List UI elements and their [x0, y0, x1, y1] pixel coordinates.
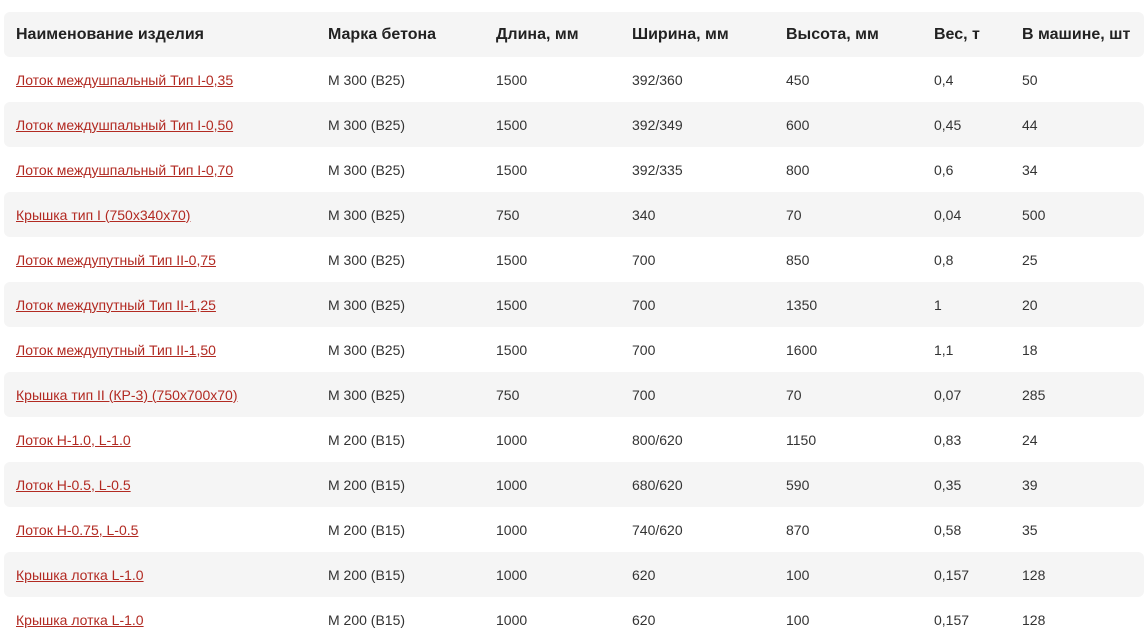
table-header-row: [4, 12, 1144, 57]
cell-weight: 0,07: [934, 386, 962, 403]
cell-height: 800: [786, 161, 810, 178]
cell-concrete-grade: М 300 (В25): [328, 251, 406, 268]
product-link[interactable]: Лоток Н-0.5, L-0.5: [16, 476, 131, 493]
cell-product-name: [4, 387, 328, 403]
cell-per-truck: 34: [1022, 161, 1038, 178]
product-link[interactable]: Лоток междупутный Тип II-1,25: [16, 296, 216, 313]
cell-width: 392/349: [632, 116, 683, 133]
cell-concrete-grade: М 200 (В15): [328, 611, 406, 628]
cell-width: 700: [632, 251, 656, 268]
header-weight: Вес, т: [934, 25, 980, 43]
cell-length: 1000: [496, 476, 528, 493]
cell-per-truck: 39: [1022, 476, 1038, 493]
product-link[interactable]: Лоток междупутный Тип II-1,50: [16, 341, 216, 358]
cell-width: 800/620: [632, 431, 683, 448]
cell-width: 680/620: [632, 476, 683, 493]
cell-length: 1000: [496, 521, 528, 538]
cell-product-name: [4, 162, 328, 178]
product-link[interactable]: Лоток междушпальный Тип I-0,50: [16, 116, 234, 133]
cell-product-name: [4, 432, 328, 448]
cell-length: 1000: [496, 431, 528, 448]
product-link[interactable]: Лоток междупутный Тип II-0,75: [16, 251, 216, 268]
product-link[interactable]: Крышка лотка L-1.0: [16, 566, 144, 583]
cell-width: 620: [632, 611, 656, 628]
product-link[interactable]: Крышка тип II (КР-3) (750х700х70): [16, 386, 238, 403]
table-row: [4, 192, 1144, 237]
cell-weight: 0,35: [934, 476, 962, 493]
cell-product-name: [4, 342, 328, 358]
cell-length: 1000: [496, 611, 528, 628]
cell-width: 620: [632, 566, 656, 583]
cell-per-truck: 128: [1022, 611, 1046, 628]
cell-per-truck: 20: [1022, 296, 1038, 313]
cell-weight: 0,83: [934, 431, 962, 448]
cell-length: 1500: [496, 341, 528, 358]
table-row: [4, 462, 1144, 507]
header-product-name: Наименование изделия: [16, 25, 205, 43]
product-link[interactable]: Лоток Н-0.75, L-0.5: [16, 521, 139, 538]
cell-height: 1150: [786, 431, 817, 448]
table-row: [4, 507, 1144, 552]
cell-product-name: [4, 72, 328, 88]
product-link[interactable]: Крышка тип I (750х340х70): [16, 206, 191, 223]
cell-product-name: [4, 207, 328, 223]
cell-weight: 0,157: [934, 611, 970, 628]
product-link[interactable]: Крышка лотка L-1.0: [16, 611, 144, 628]
cell-product-name: [4, 117, 328, 133]
cell-height: 870: [786, 521, 810, 538]
cell-product-name: [4, 297, 328, 313]
cell-product-name: [4, 522, 328, 538]
table-row: [4, 102, 1144, 147]
cell-length: 1500: [496, 161, 528, 178]
cell-per-truck: 24: [1022, 431, 1038, 448]
cell-per-truck: 35: [1022, 521, 1038, 538]
cell-per-truck: 128: [1022, 566, 1046, 583]
cell-width: 340: [632, 206, 656, 223]
cell-concrete-grade: М 300 (В25): [328, 161, 406, 178]
cell-concrete-grade: М 200 (В15): [328, 566, 406, 583]
cell-weight: 0,157: [934, 566, 970, 583]
product-link[interactable]: Лоток междушпальный Тип I-0,35: [16, 71, 234, 88]
table-row: [4, 552, 1144, 597]
cell-length: 750: [496, 206, 520, 223]
header-height: Высота, мм: [786, 25, 879, 43]
cell-product-name: [4, 252, 328, 268]
cell-concrete-grade: М 300 (В25): [328, 206, 406, 223]
header-concrete-grade: Марка бетона: [328, 25, 437, 43]
product-link[interactable]: Лоток междушпальный Тип I-0,70: [16, 161, 234, 178]
cell-height: 1600: [786, 341, 818, 358]
cell-concrete-grade: М 300 (В25): [328, 296, 406, 313]
cell-height: 600: [786, 116, 810, 133]
cell-height: 70: [786, 386, 802, 403]
cell-concrete-grade: М 200 (В15): [328, 431, 406, 448]
cell-weight: 0,04: [934, 206, 962, 223]
header-length: Длина, мм: [496, 25, 579, 43]
cell-height: 1350: [786, 296, 818, 313]
product-table: [4, 12, 1144, 642]
cell-per-truck: 500: [1022, 206, 1046, 223]
table-row: [4, 597, 1144, 642]
header-per-truck: В машине, шт: [1022, 25, 1131, 43]
cell-height: 100: [786, 611, 810, 628]
cell-weight: 0,45: [934, 116, 962, 133]
cell-width: 700: [632, 341, 656, 358]
cell-weight: 0,4: [934, 71, 954, 88]
cell-weight: 0,8: [934, 251, 954, 268]
cell-per-truck: 18: [1022, 341, 1038, 358]
cell-length: 1500: [496, 251, 528, 268]
cell-width: 700: [632, 296, 656, 313]
cell-length: 1500: [496, 116, 528, 133]
cell-width: 740/620: [632, 521, 683, 538]
cell-per-truck: 285: [1022, 386, 1046, 403]
cell-weight: 1,1: [934, 341, 954, 358]
cell-concrete-grade: М 200 (В15): [328, 521, 406, 538]
cell-height: 850: [786, 251, 810, 268]
cell-height: 70: [786, 206, 802, 223]
table-row: [4, 417, 1144, 462]
cell-concrete-grade: М 300 (В25): [328, 386, 406, 403]
cell-width: 392/335: [632, 161, 683, 178]
cell-length: 1500: [496, 71, 528, 88]
cell-weight: 0,6: [934, 161, 954, 178]
cell-height: 450: [786, 71, 810, 88]
cell-concrete-grade: М 200 (В15): [328, 476, 406, 493]
cell-length: 1000: [496, 566, 528, 583]
product-link[interactable]: Лоток Н-1.0, L-1.0: [16, 431, 131, 448]
table-row: [4, 147, 1144, 192]
cell-concrete-grade: М 300 (В25): [328, 71, 406, 88]
table-row: [4, 327, 1144, 372]
cell-per-truck: 50: [1022, 71, 1038, 88]
cell-product-name: [4, 612, 328, 628]
cell-height: 590: [786, 476, 810, 493]
table-row: [4, 57, 1144, 102]
cell-width: 700: [632, 386, 656, 403]
cell-weight: 0,58: [934, 521, 962, 538]
cell-product-name: [4, 477, 328, 493]
cell-per-truck: 44: [1022, 116, 1038, 133]
cell-product-name: [4, 567, 328, 583]
cell-length: 750: [496, 386, 520, 403]
table-row: [4, 237, 1144, 282]
cell-height: 100: [786, 566, 810, 583]
table-row: [4, 372, 1144, 417]
table-body: [4, 57, 1144, 642]
cell-per-truck: 25: [1022, 251, 1038, 268]
table-row: [4, 282, 1144, 327]
cell-width: 392/360: [632, 71, 683, 88]
cell-concrete-grade: М 300 (В25): [328, 341, 406, 358]
cell-weight: 1: [934, 296, 942, 313]
cell-concrete-grade: М 300 (В25): [328, 116, 406, 133]
header-width: Ширина, мм: [632, 25, 729, 43]
cell-length: 1500: [496, 296, 528, 313]
